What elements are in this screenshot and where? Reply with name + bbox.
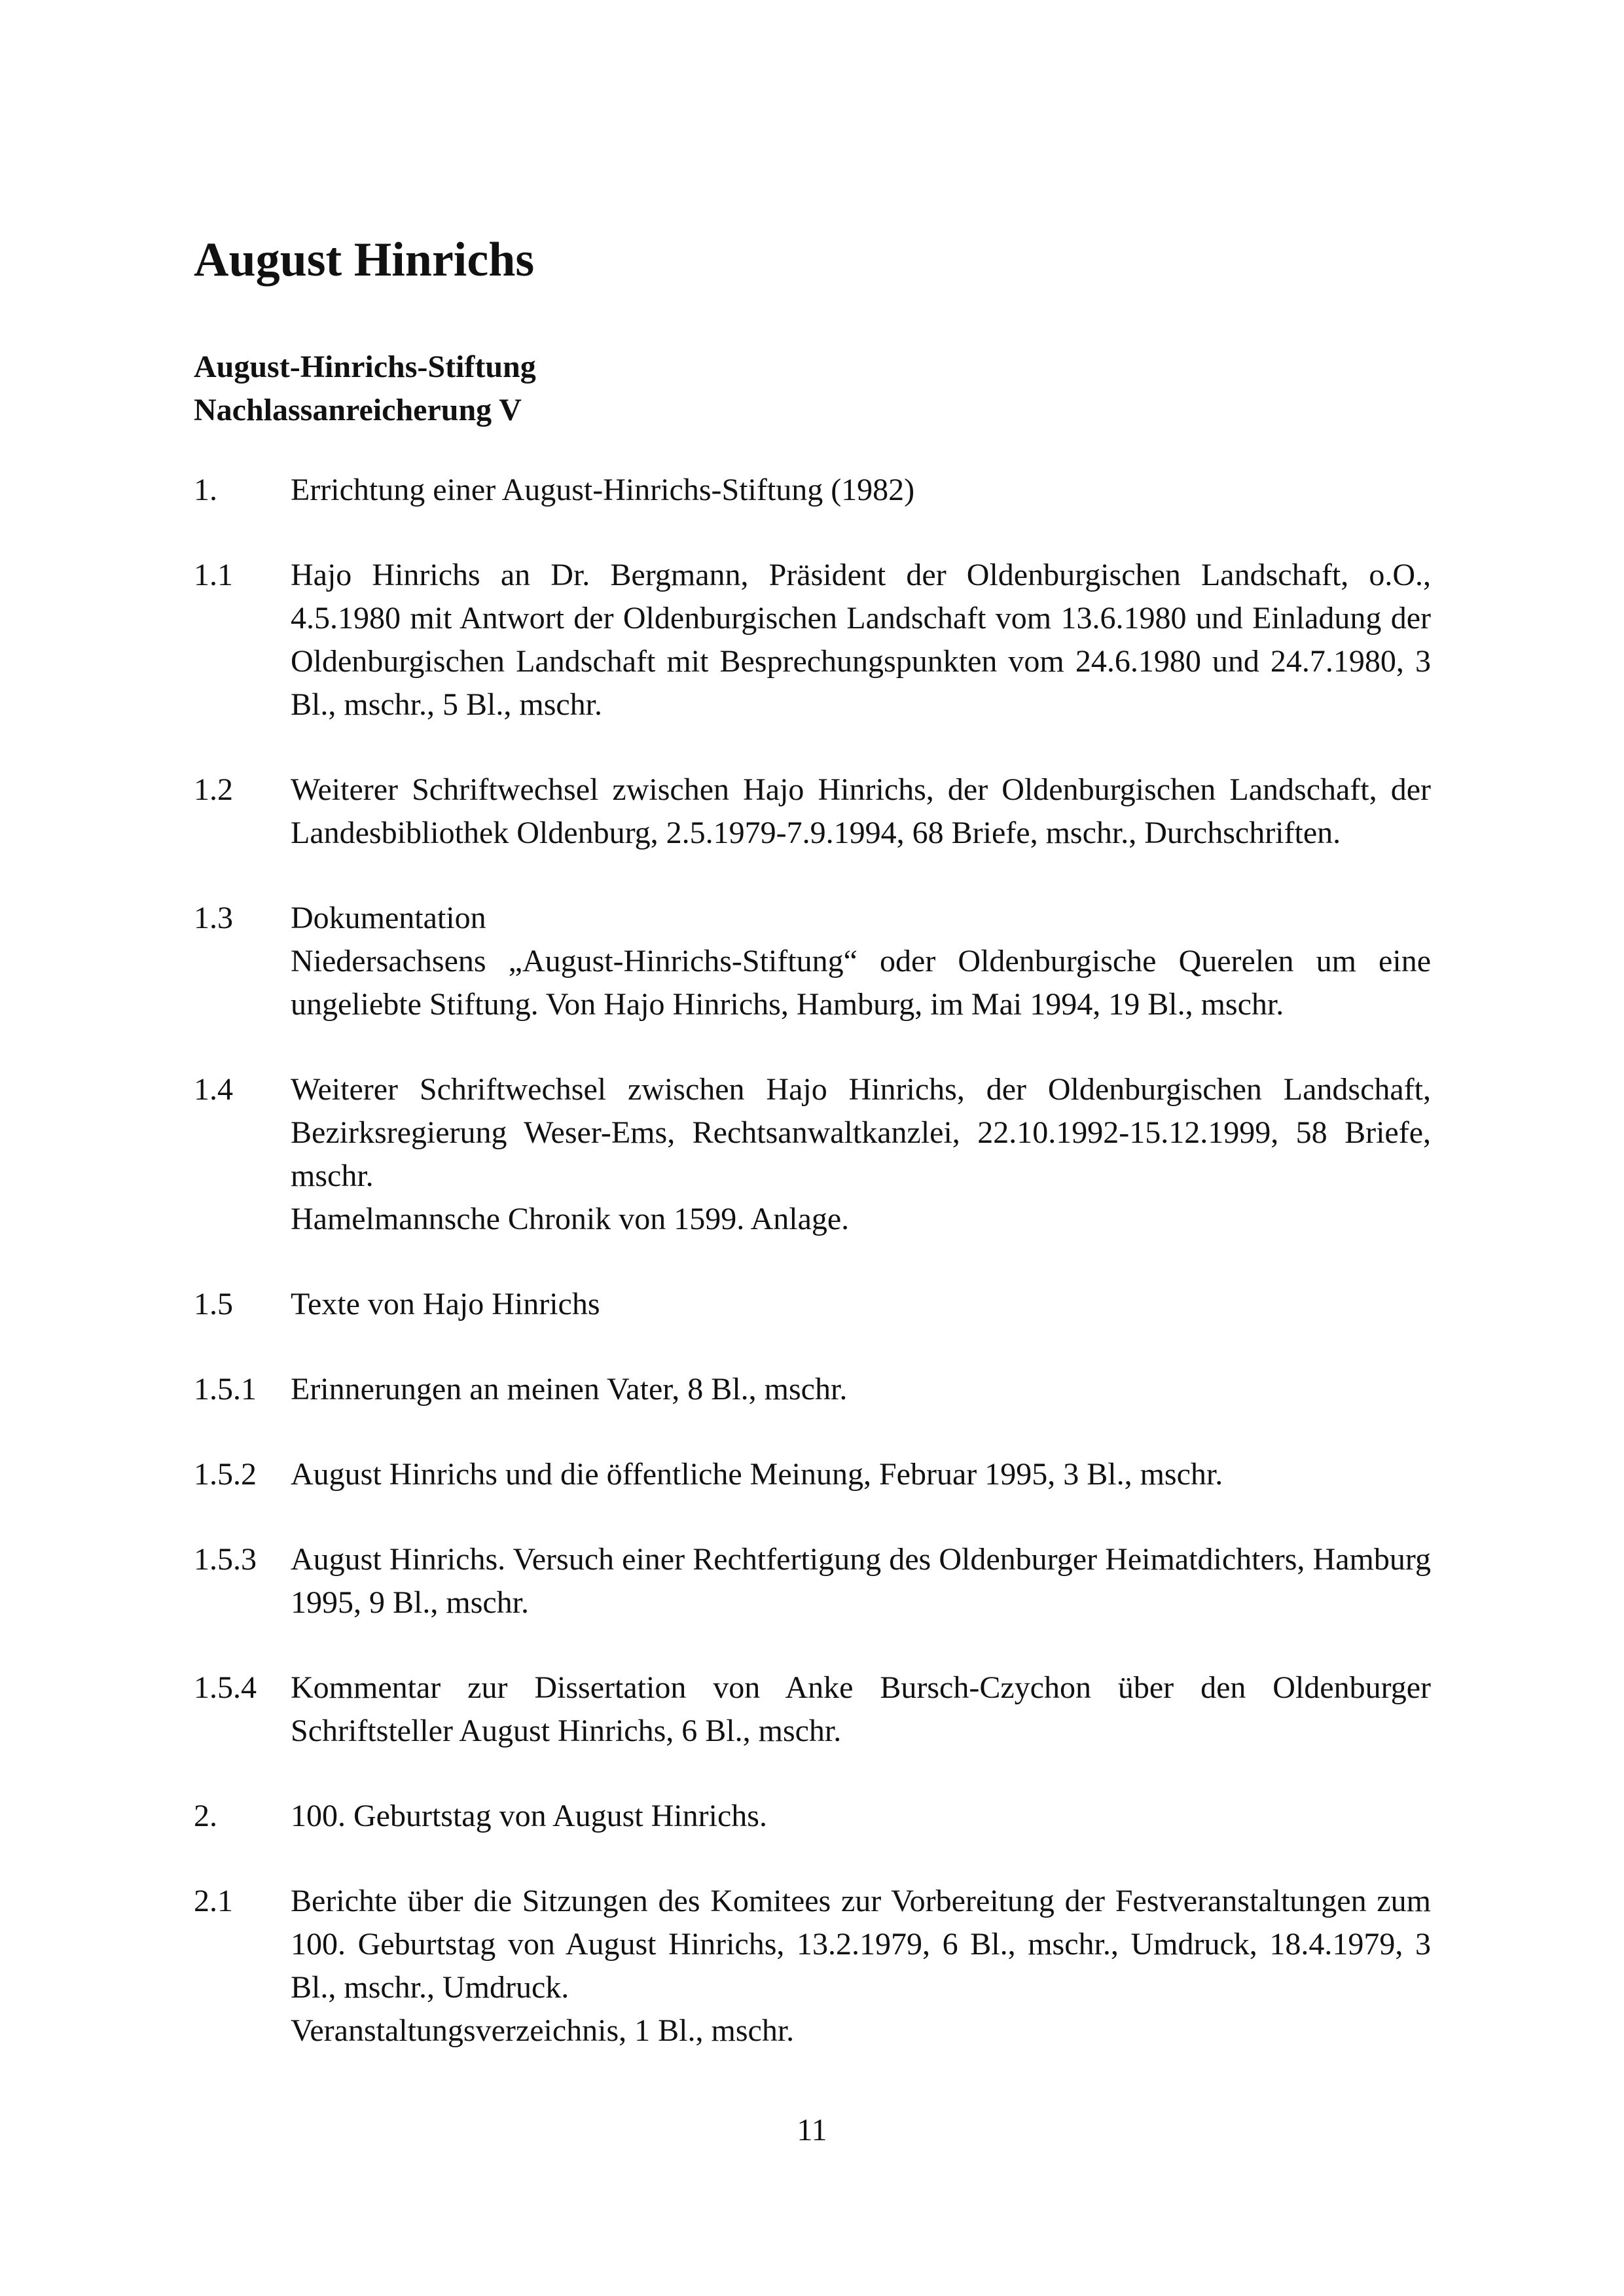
list-item: [194, 554, 1431, 726]
item-number: 1.4: [194, 1072, 233, 1107]
entry-list: [194, 469, 1431, 2053]
list-item: [194, 1666, 1431, 1753]
subtitle-line: Nachlassanreicherung V: [194, 393, 522, 427]
item-text: [291, 1880, 1431, 2053]
item-paragraph: Weiterer Schriftwechsel zwischen Hajo Hinrichs, der Oldenburgischen Landschaft, Bezirksregierung Weser-Ems, Rechtsanwaltkanzlei, 22.10.1992-15.12.1999, 58 Briefe, mschr.: [291, 1072, 1431, 1193]
list-item: [194, 1368, 1431, 1411]
item-number: 2.1: [194, 1884, 233, 1918]
item-paragraph: Hajo Hinrichs an Dr. Bergmann, Präsident der Oldenburgischen Landschaft, o.O., 4.5.1980 mit Antwort der Oldenburgischen Landschaft vom 13.6.1980 und Einladung der Oldenburgischen Landschaft mit Besprechungspunkten vom 24.6.1980 und 24.7.1980, 3 Bl., mschr., 5 Bl., mschr.: [291, 558, 1431, 722]
list-item: [194, 1068, 1431, 1241]
item-paragraph: Erinnerungen an meinen Vater, 8 Bl., mschr.: [291, 1372, 848, 1407]
item-number: 1.5: [194, 1287, 233, 1321]
list-item: [194, 1283, 1431, 1326]
item-paragraph: Errichtung einer August-Hinrichs-Stiftung (1982): [291, 473, 915, 507]
item-paragraph: Texte von Hajo Hinrichs: [291, 1287, 600, 1321]
list-item: [194, 768, 1431, 855]
item-paragraph: Kommentar zur Dissertation von Anke Bursch-Czychon über den Oldenburger Schriftsteller August Hinrichs, 6 Bl., mschr.: [291, 1670, 1431, 1748]
list-item: [194, 1538, 1431, 1624]
document-title: August Hinrichs: [194, 233, 535, 287]
item-text: [291, 1068, 1431, 1241]
list-item: [194, 469, 1431, 512]
item-number: 1.: [194, 473, 217, 507]
item-text: [291, 1538, 1431, 1624]
item-paragraph: Weiterer Schriftwechsel zwischen Hajo Hinrichs, der Oldenburgischen Landschaft, der Landesbibliothek Oldenburg, 2.5.1979-7.9.1994, 68 Briefe, mschr., Durchschriften.: [291, 772, 1431, 850]
item-paragraph: August Hinrichs. Versuch einer Rechtfertigung des Oldenburger Heimatdichters, Hamburg 1995, 9 Bl., mschr.: [291, 1542, 1431, 1620]
item-number: 1.5.1: [194, 1372, 257, 1407]
list-item: [194, 1795, 1431, 1838]
item-paragraph: Dokumentation: [291, 901, 486, 935]
item-number: 2.: [194, 1799, 217, 1833]
list-item: [194, 897, 1431, 1026]
item-paragraph: Niedersachsens „August-Hinrichs-Stiftung“ oder Oldenburgische Querelen um eine ungeliebte Stiftung. Von Hajo Hinrichs, Hamburg, im Mai 1994, 19 Bl., mschr.: [291, 944, 1431, 1022]
page-number: 11: [797, 2113, 827, 2147]
item-paragraph: August Hinrichs und die öffentliche Meinung, Februar 1995, 3 Bl., mschr.: [291, 1457, 1223, 1492]
item-paragraph: Berichte über die Sitzungen des Komitees zur Vorbereitung der Festveranstaltungen zum 100. Geburtstag von August Hinrichs, 13.2.1979, 6 Bl., mschr., Umdruck, 18.4.1979, 3 Bl., mschr., Umdruck.: [291, 1884, 1431, 2005]
item-number: 1.5.2: [194, 1457, 257, 1492]
subtitle-line: August-Hinrichs-Stiftung: [194, 350, 536, 384]
item-number: 1.3: [194, 901, 233, 935]
item-paragraph: Veranstaltungsverzeichnis, 1 Bl., mschr.: [291, 2013, 795, 2048]
item-text: [291, 1795, 1431, 1838]
item-number: 1.2: [194, 772, 233, 807]
item-text: [291, 1368, 1431, 1411]
item-text: [291, 1666, 1431, 1753]
item-text: [291, 897, 1431, 1026]
item-number: 1.1: [194, 558, 233, 592]
item-text: [291, 768, 1431, 855]
item-text: [291, 1453, 1431, 1496]
item-paragraph: 100. Geburtstag von August Hinrichs.: [291, 1799, 767, 1833]
list-item: [194, 1880, 1431, 2053]
item-number: 1.5.4: [194, 1670, 257, 1705]
item-number: 1.5.3: [194, 1542, 257, 1577]
list-item: [194, 1453, 1431, 1496]
item-text: [291, 1283, 1431, 1326]
item-text: [291, 554, 1431, 726]
document-subtitle: [194, 346, 536, 432]
item-paragraph: Hamelmannsche Chronik von 1599. Anlage.: [291, 1202, 850, 1236]
item-text: [291, 469, 1431, 512]
